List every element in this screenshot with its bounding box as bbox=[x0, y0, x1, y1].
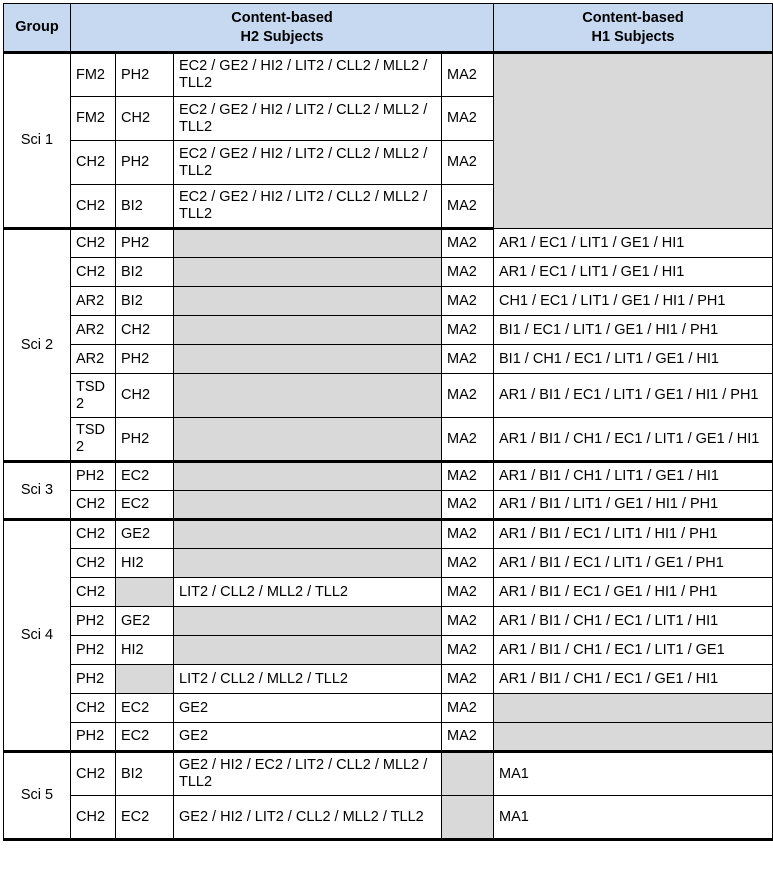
subject-cell-s2: CH2 bbox=[116, 316, 174, 345]
subject-cell-s1: CH2 bbox=[71, 491, 116, 520]
subject-cell-s3: GE2 bbox=[174, 723, 442, 752]
subject-cell-s3 bbox=[174, 462, 442, 491]
h1-subjects-cell bbox=[494, 694, 773, 723]
subject-cell-s3: LIT2 / CLL2 / MLL2 / TLL2 bbox=[174, 578, 442, 607]
subject-cell-s1: FM2 bbox=[71, 53, 116, 97]
subject-cell-s3 bbox=[174, 229, 442, 258]
group-section bbox=[4, 462, 773, 520]
subject-cell-math: MA2 bbox=[442, 549, 494, 578]
table-row bbox=[4, 374, 773, 418]
table-row bbox=[4, 665, 773, 694]
subject-cell-math: MA2 bbox=[442, 229, 494, 258]
subject-cell-s2: EC2 bbox=[116, 723, 174, 752]
subject-cell-s2: GE2 bbox=[116, 520, 174, 549]
subject-cell-s2: BI2 bbox=[116, 752, 174, 796]
h1-subjects-cell: MA1 bbox=[494, 796, 773, 840]
table-row bbox=[4, 258, 773, 287]
subject-cell-s2 bbox=[116, 578, 174, 607]
subject-cell-math: MA2 bbox=[442, 53, 494, 97]
subject-cell-s1: PH2 bbox=[71, 665, 116, 694]
subject-cell-math: MA2 bbox=[442, 520, 494, 549]
subject-cell-s3: GE2 / HI2 / LIT2 / CLL2 / MLL2 / TLL2 bbox=[174, 796, 442, 840]
subject-cell-math bbox=[442, 752, 494, 796]
table-row bbox=[4, 418, 773, 462]
h1-subjects-cell: AR1 / BI1 / EC1 / LIT1 / HI1 / PH1 bbox=[494, 520, 773, 549]
subject-cell-s1: AR2 bbox=[71, 287, 116, 316]
table-row bbox=[4, 796, 773, 840]
header-h2-subjects: Content-based H2 Subjects bbox=[71, 4, 494, 53]
table-row bbox=[4, 520, 773, 549]
h1-subjects-cell bbox=[494, 53, 773, 229]
subject-cell-s2: BI2 bbox=[116, 287, 174, 316]
subject-cell-s2: PH2 bbox=[116, 345, 174, 374]
h1-subjects-cell: AR1 / BI1 / EC1 / LIT1 / GE1 / PH1 bbox=[494, 549, 773, 578]
group-name-cell: Sci 4 bbox=[4, 520, 71, 752]
subject-cell-s1: AR2 bbox=[71, 316, 116, 345]
subject-cell-s1: TSD 2 bbox=[71, 374, 116, 418]
subject-cell-s1: CH2 bbox=[71, 185, 116, 229]
group-section bbox=[4, 752, 773, 840]
subject-cell-math: MA2 bbox=[442, 723, 494, 752]
subject-cell-s1: CH2 bbox=[71, 796, 116, 840]
subject-combinations-table bbox=[3, 3, 773, 841]
subject-cell-s3 bbox=[174, 316, 442, 345]
subject-cell-s2: PH2 bbox=[116, 229, 174, 258]
table-row bbox=[4, 636, 773, 665]
subject-cell-s2: HI2 bbox=[116, 636, 174, 665]
subject-cell-s2: EC2 bbox=[116, 491, 174, 520]
table-row bbox=[4, 549, 773, 578]
subject-cell-math: MA2 bbox=[442, 141, 494, 185]
subject-cell-s3 bbox=[174, 418, 442, 462]
subject-cell-s3: GE2 bbox=[174, 694, 442, 723]
subject-cell-s3: EC2 / GE2 / HI2 / LIT2 / CLL2 / MLL2 / TLL2 bbox=[174, 53, 442, 97]
subject-cell-s2 bbox=[116, 665, 174, 694]
group-section bbox=[4, 53, 773, 229]
subject-cell-s2: EC2 bbox=[116, 796, 174, 840]
subject-cell-s1: CH2 bbox=[71, 141, 116, 185]
subject-cell-s2: PH2 bbox=[116, 418, 174, 462]
group-name-cell: Sci 3 bbox=[4, 462, 71, 520]
subject-cell-s1: CH2 bbox=[71, 258, 116, 287]
subject-cell-s3 bbox=[174, 258, 442, 287]
header-h1-subjects: Content-based H1 Subjects bbox=[494, 4, 773, 53]
subject-cell-s3 bbox=[174, 287, 442, 316]
subject-cell-math: MA2 bbox=[442, 491, 494, 520]
h1-subjects-cell: AR1 / BI1 / CH1 / LIT1 / GE1 / HI1 bbox=[494, 462, 773, 491]
h1-subjects-cell: AR1 / BI1 / CH1 / EC1 / LIT1 / GE1 / HI1 bbox=[494, 418, 773, 462]
h1-subjects-cell: AR1 / BI1 / CH1 / EC1 / GE1 / HI1 bbox=[494, 665, 773, 694]
subject-cell-math: MA2 bbox=[442, 258, 494, 287]
h1-subjects-cell: CH1 / EC1 / LIT1 / GE1 / HI1 / PH1 bbox=[494, 287, 773, 316]
subject-cell-s3 bbox=[174, 374, 442, 418]
table-row bbox=[4, 491, 773, 520]
group-name-cell: Sci 5 bbox=[4, 752, 71, 840]
subject-cell-math: MA2 bbox=[442, 462, 494, 491]
h1-subjects-cell: AR1 / BI1 / LIT1 / GE1 / HI1 / PH1 bbox=[494, 491, 773, 520]
subject-cell-s1: PH2 bbox=[71, 462, 116, 491]
h1-subjects-cell bbox=[494, 723, 773, 752]
table-row bbox=[4, 752, 773, 796]
subject-cell-s3 bbox=[174, 636, 442, 665]
group-name-cell: Sci 1 bbox=[4, 53, 71, 229]
subject-cell-s1: CH2 bbox=[71, 578, 116, 607]
subject-cell-math: MA2 bbox=[442, 665, 494, 694]
h1-subjects-cell: AR1 / EC1 / LIT1 / GE1 / HI1 bbox=[494, 229, 773, 258]
h1-subjects-cell: AR1 / BI1 / CH1 / EC1 / LIT1 / GE1 bbox=[494, 636, 773, 665]
subject-cell-s1: CH2 bbox=[71, 549, 116, 578]
subject-cell-math: MA2 bbox=[442, 636, 494, 665]
subject-cell-s1: AR2 bbox=[71, 345, 116, 374]
subject-cell-s2: PH2 bbox=[116, 53, 174, 97]
subject-cell-s3: EC2 / GE2 / HI2 / LIT2 / CLL2 / MLL2 / TLL2 bbox=[174, 141, 442, 185]
subject-cell-s1: PH2 bbox=[71, 607, 116, 636]
subject-cell-math: MA2 bbox=[442, 418, 494, 462]
table-row bbox=[4, 287, 773, 316]
subject-cell-math: MA2 bbox=[442, 374, 494, 418]
subject-cell-s2: CH2 bbox=[116, 97, 174, 141]
subject-cell-s1: FM2 bbox=[71, 97, 116, 141]
subject-cell-s3: GE2 / HI2 / EC2 / LIT2 / CLL2 / MLL2 / TLL2 bbox=[174, 752, 442, 796]
h1-subjects-cell: BI1 / EC1 / LIT1 / GE1 / HI1 / PH1 bbox=[494, 316, 773, 345]
subject-cell-s3 bbox=[174, 345, 442, 374]
table-row bbox=[4, 229, 773, 258]
subject-cell-s3 bbox=[174, 491, 442, 520]
subject-cell-s1: CH2 bbox=[71, 520, 116, 549]
subject-cell-s1: CH2 bbox=[71, 752, 116, 796]
subject-cell-math: MA2 bbox=[442, 607, 494, 636]
subject-cell-s2: PH2 bbox=[116, 141, 174, 185]
table-row bbox=[4, 53, 773, 97]
subject-cell-s3 bbox=[174, 520, 442, 549]
table-row bbox=[4, 723, 773, 752]
subject-cell-s2: BI2 bbox=[116, 258, 174, 287]
subject-cell-s1: PH2 bbox=[71, 723, 116, 752]
table-row bbox=[4, 316, 773, 345]
subject-cell-s3 bbox=[174, 549, 442, 578]
subject-cell-math: MA2 bbox=[442, 578, 494, 607]
group-section bbox=[4, 520, 773, 752]
subject-cell-s3: EC2 / GE2 / HI2 / LIT2 / CLL2 / MLL2 / TLL2 bbox=[174, 185, 442, 229]
subject-cell-s3: EC2 / GE2 / HI2 / LIT2 / CLL2 / MLL2 / TLL2 bbox=[174, 97, 442, 141]
h1-subjects-cell: AR1 / BI1 / EC1 / LIT1 / GE1 / HI1 / PH1 bbox=[494, 374, 773, 418]
h1-subjects-cell: MA1 bbox=[494, 752, 773, 796]
subject-cell-s2: BI2 bbox=[116, 185, 174, 229]
subject-cell-s1: PH2 bbox=[71, 636, 116, 665]
table-row bbox=[4, 578, 773, 607]
subject-cell-s1: TSD 2 bbox=[71, 418, 116, 462]
subject-cell-s2: CH2 bbox=[116, 374, 174, 418]
h1-subjects-cell: AR1 / BI1 / CH1 / EC1 / LIT1 / HI1 bbox=[494, 607, 773, 636]
subject-cell-math: MA2 bbox=[442, 185, 494, 229]
subject-cell-s3: LIT2 / CLL2 / MLL2 / TLL2 bbox=[174, 665, 442, 694]
subject-cell-math: MA2 bbox=[442, 694, 494, 723]
subject-cell-s3 bbox=[174, 607, 442, 636]
table-row bbox=[4, 462, 773, 491]
header-row bbox=[4, 4, 773, 53]
subject-cell-math: MA2 bbox=[442, 287, 494, 316]
subject-cell-s2: EC2 bbox=[116, 694, 174, 723]
subject-cell-math bbox=[442, 796, 494, 840]
subject-cell-s2: HI2 bbox=[116, 549, 174, 578]
subject-cell-math: MA2 bbox=[442, 345, 494, 374]
table-row bbox=[4, 607, 773, 636]
subject-cell-s1: CH2 bbox=[71, 694, 116, 723]
subject-cell-math: MA2 bbox=[442, 97, 494, 141]
group-name-cell: Sci 2 bbox=[4, 229, 71, 462]
h1-subjects-cell: AR1 / EC1 / LIT1 / GE1 / HI1 bbox=[494, 258, 773, 287]
table-row bbox=[4, 694, 773, 723]
subject-cell-s2: EC2 bbox=[116, 462, 174, 491]
header-group: Group bbox=[4, 4, 71, 53]
subject-cell-s2: GE2 bbox=[116, 607, 174, 636]
subject-cell-math: MA2 bbox=[442, 316, 494, 345]
h1-subjects-cell: AR1 / BI1 / EC1 / GE1 / HI1 / PH1 bbox=[494, 578, 773, 607]
table-row bbox=[4, 345, 773, 374]
h1-subjects-cell: BI1 / CH1 / EC1 / LIT1 / GE1 / HI1 bbox=[494, 345, 773, 374]
group-section bbox=[4, 229, 773, 462]
subject-cell-s1: CH2 bbox=[71, 229, 116, 258]
